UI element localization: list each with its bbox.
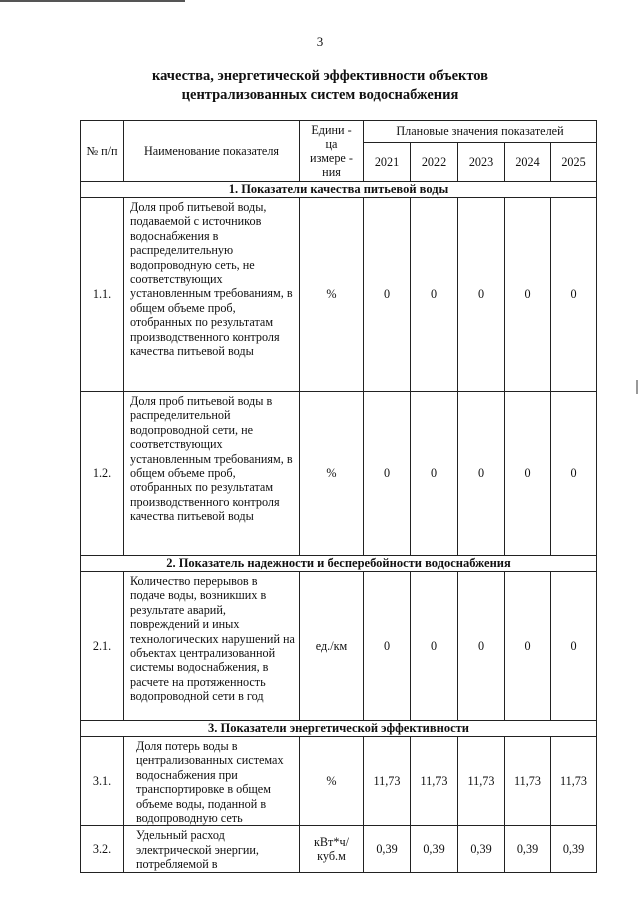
section-title: 3. Показатели энергетической эффективности: [81, 721, 597, 737]
section-row: [81, 182, 597, 198]
row-num: 3.2.: [81, 826, 124, 872]
row-value: 11,73: [364, 737, 411, 826]
row-unit: кВт*ч/ куб.м: [300, 826, 364, 872]
row-value: 0: [364, 198, 411, 392]
indicators-table-wrapper: [80, 120, 597, 873]
row-name: Доля проб питьевой воды в распределительной водопроводной сети, не соответствующих установленным требованиям, в общем объеме проб, отобранных по результатам производственного контроля качества питьевой воды: [124, 392, 300, 556]
top-edge-line: [0, 0, 185, 2]
header-year: 2021: [364, 143, 411, 182]
row-value: 0: [411, 198, 458, 392]
row-value: 0: [458, 198, 505, 392]
section-row: [81, 721, 597, 737]
row-value: 0: [505, 572, 551, 721]
header-row-1: [81, 121, 597, 143]
scan-edge-mark: [636, 380, 638, 394]
row-value: 0: [364, 392, 411, 556]
header-year: 2024: [505, 143, 551, 182]
indicators-table: [80, 120, 597, 873]
table-row: [81, 572, 597, 721]
row-unit: %: [300, 198, 364, 392]
row-value: 0: [364, 572, 411, 721]
row-value: 0,39: [411, 826, 458, 872]
title-line-2: централизованных систем водоснабжения: [181, 87, 459, 103]
row-value: 0: [411, 572, 458, 721]
header-year: 2022: [411, 143, 458, 182]
row-value: 0: [551, 572, 597, 721]
page-number: 3: [316, 34, 324, 49]
row-num: 1.2.: [81, 392, 124, 556]
row-num: 1.1.: [81, 198, 124, 392]
table-row: [81, 198, 597, 392]
table-row: [81, 826, 597, 872]
section-row: [81, 556, 597, 572]
header-name: Наименование показателя: [124, 121, 300, 182]
section-title: 1. Показатели качества питьевой воды: [81, 182, 597, 198]
row-name: Доля потерь воды в централизованных системах водоснабжения при транспортировке в общем объеме воды, поданной в водопроводную сеть: [124, 737, 300, 826]
row-value: 0,39: [458, 826, 505, 872]
row-name: Количество перерывов в подаче воды, возникших в результате аварий, повреждений и иных технологических нарушений на объектах централизованной системы водоснабжения, в расчете на протяженность водопроводной сети в год: [124, 572, 300, 721]
row-value: 0,39: [551, 826, 597, 872]
row-name: Удельный расход электрической энергии, потребляемой в: [124, 826, 300, 872]
row-unit: %: [300, 737, 364, 826]
table-row: [81, 737, 597, 826]
header-year: 2023: [458, 143, 505, 182]
row-num: 3.1.: [81, 737, 124, 826]
row-name: Доля проб питьевой воды, подаваемой с источников водоснабжения в распределительную водопроводную сеть, не соответствующих установленным требованиям, в общем объеме проб, отобранных по результатам производственного контроля качества питьевой воды: [124, 198, 300, 392]
row-value: 0: [458, 392, 505, 556]
row-value: 0: [411, 392, 458, 556]
section-title: 2. Показатель надежности и бесперебойности водоснабжения: [81, 556, 597, 572]
title-line-1: качества, энергетической эффективности объектов: [151, 68, 489, 84]
header-year: 2025: [551, 143, 597, 182]
row-value: 0: [505, 392, 551, 556]
header-unit: Едини - ца измере - ния: [300, 121, 364, 182]
row-value: 0,39: [505, 826, 551, 872]
header-planned: Плановые значения показателей: [364, 121, 597, 143]
row-unit: %: [300, 392, 364, 556]
row-value: 0,39: [364, 826, 411, 872]
row-value: 11,73: [458, 737, 505, 826]
row-value: 0: [551, 392, 597, 556]
table-row: [81, 392, 597, 556]
row-unit: ед./км: [300, 572, 364, 721]
row-value: 11,73: [505, 737, 551, 826]
row-value: 11,73: [551, 737, 597, 826]
row-value: 0: [551, 198, 597, 392]
header-num: № п/п: [81, 121, 124, 182]
row-value: 11,73: [411, 737, 458, 826]
row-num: 2.1.: [81, 572, 124, 721]
document-title: [0, 67, 640, 105]
row-value: 0: [458, 572, 505, 721]
row-value: 0: [505, 198, 551, 392]
